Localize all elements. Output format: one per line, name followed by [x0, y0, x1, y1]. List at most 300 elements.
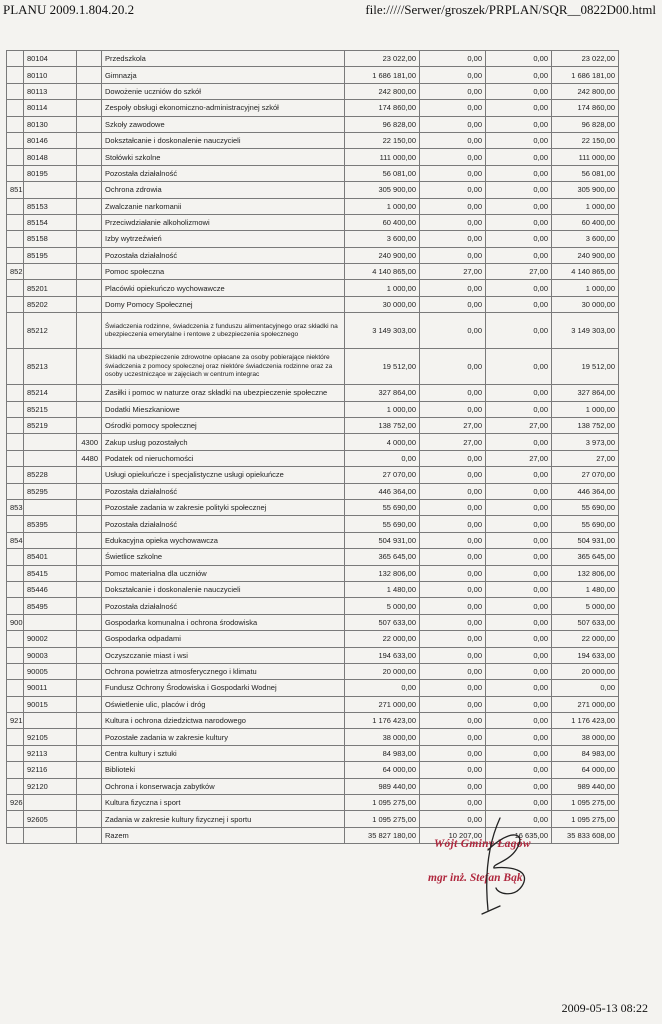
cell-name: Gimnazja: [102, 67, 345, 83]
cell-par: 4480: [77, 450, 102, 466]
table-row: [7, 165, 619, 181]
table-row: [7, 296, 619, 312]
cell-par: [77, 762, 102, 778]
cell-roz: 80104: [24, 51, 77, 67]
cell-v3: 0,00: [486, 532, 552, 548]
table-row: [7, 116, 619, 132]
cell-dz: [7, 598, 24, 614]
cell-roz: 85295: [24, 483, 77, 499]
cell-roz: 80113: [24, 83, 77, 99]
cell-par: [77, 663, 102, 679]
cell-name: Podatek od nieruchomości: [102, 450, 345, 466]
cell-v1: 55 690,00: [345, 516, 420, 532]
cell-dz: [7, 116, 24, 132]
cell-par: [77, 198, 102, 214]
cell-v1: 1 000,00: [345, 198, 420, 214]
cell-par: [77, 483, 102, 499]
budget-table-body: [7, 51, 619, 844]
cell-v2: 0,00: [420, 280, 486, 296]
cell-roz: 85213: [24, 349, 77, 385]
cell-roz: 85446: [24, 581, 77, 597]
cell-roz: [24, 264, 77, 280]
cell-v3: 0,00: [486, 100, 552, 116]
cell-v4: 504 931,00: [552, 532, 619, 548]
cell-v1: 20 000,00: [345, 663, 420, 679]
cell-name: Świetlice szkolne: [102, 549, 345, 565]
cell-dz: [7, 83, 24, 99]
cell-par: [77, 116, 102, 132]
cell-v2: 0,00: [420, 165, 486, 181]
table-row: [7, 696, 619, 712]
cell-v2: 0,00: [420, 581, 486, 597]
cell-v2: 0,00: [420, 532, 486, 548]
table-row: [7, 516, 619, 532]
cell-par: [77, 532, 102, 548]
cell-par: [77, 132, 102, 148]
cell-v3: 0,00: [486, 467, 552, 483]
cell-dz: [7, 385, 24, 401]
cell-roz: [24, 434, 77, 450]
cell-roz: 92116: [24, 762, 77, 778]
table-row: [7, 581, 619, 597]
cell-v2: 0,00: [420, 182, 486, 198]
cell-v2: 0,00: [420, 132, 486, 148]
cell-v4: 3 149 303,00: [552, 313, 619, 349]
cell-v4: 30 000,00: [552, 296, 619, 312]
cell-v3: 0,00: [486, 149, 552, 165]
cell-v3: 0,00: [486, 499, 552, 515]
cell-name: Ochrona zdrowia: [102, 182, 345, 198]
cell-v2: 27,00: [420, 264, 486, 280]
cell-v4: 60 400,00: [552, 214, 619, 230]
cell-roz: 80114: [24, 100, 77, 116]
cell-dz: [7, 149, 24, 165]
budget-table: [6, 50, 619, 844]
cell-par: [77, 149, 102, 165]
cell-roz: 92113: [24, 745, 77, 761]
cell-v4: 1 480,00: [552, 581, 619, 597]
cell-v4: 507 633,00: [552, 614, 619, 630]
cell-dz: [7, 762, 24, 778]
cell-v3: 0,00: [486, 198, 552, 214]
cell-roz: 90011: [24, 680, 77, 696]
cell-v3: 0,00: [486, 647, 552, 663]
cell-v4: 240 900,00: [552, 247, 619, 263]
cell-v4: 5 000,00: [552, 598, 619, 614]
cell-roz: 85215: [24, 401, 77, 417]
cell-v4: 1 000,00: [552, 198, 619, 214]
cell-v2: 0,00: [420, 51, 486, 67]
cell-par: [77, 565, 102, 581]
cell-roz: 85201: [24, 280, 77, 296]
cell-name: Ośrodki pomocy społecznej: [102, 418, 345, 434]
cell-v4: 989 440,00: [552, 778, 619, 794]
cell-name: Dokształcanie i doskonalenie nauczycieli: [102, 132, 345, 148]
table-row: [7, 565, 619, 581]
cell-v2: 0,00: [420, 762, 486, 778]
cell-v1: 1 000,00: [345, 280, 420, 296]
cell-par: [77, 631, 102, 647]
cell-v3: 0,00: [486, 349, 552, 385]
cell-v3: 0,00: [486, 663, 552, 679]
table-row: [7, 499, 619, 515]
cell-par: 4300: [77, 434, 102, 450]
cell-par: [77, 549, 102, 565]
cell-dz: [7, 549, 24, 565]
cell-v1: 38 000,00: [345, 729, 420, 745]
cell-name: Przedszkola: [102, 51, 345, 67]
cell-dz: [7, 811, 24, 827]
cell-v2: 0,00: [420, 516, 486, 532]
table-row: [7, 729, 619, 745]
cell-par: [77, 67, 102, 83]
cell-v3: 0,00: [486, 165, 552, 181]
table-row: [7, 467, 619, 483]
table-row: [7, 313, 619, 349]
cell-name: Gospodarka komunalna i ochrona środowiska: [102, 614, 345, 630]
cell-par: [77, 696, 102, 712]
cell-dz: [7, 663, 24, 679]
cell-dz: [7, 401, 24, 417]
cell-v4: 446 364,00: [552, 483, 619, 499]
cell-par: [77, 165, 102, 181]
cell-v1: 1 095 275,00: [345, 795, 420, 811]
cell-par: [77, 778, 102, 794]
table-row: [7, 67, 619, 83]
cell-v4: 55 690,00: [552, 516, 619, 532]
cell-v4: 38 000,00: [552, 729, 619, 745]
cell-v2: 0,00: [420, 116, 486, 132]
cell-roz: 85195: [24, 247, 77, 263]
cell-dz: [7, 51, 24, 67]
cell-v2: 0,00: [420, 385, 486, 401]
cell-v1: 27 070,00: [345, 467, 420, 483]
cell-dz: [7, 516, 24, 532]
cell-roz: [24, 450, 77, 466]
cell-v1: 446 364,00: [345, 483, 420, 499]
cell-roz: 90003: [24, 647, 77, 663]
cell-v2: 0,00: [420, 67, 486, 83]
cell-name: Składki na ubezpieczenie zdrowotne opłacane za osoby pobierające niektóre świadczenia z pomocy społecznej oraz niektóre świadczenia rodzinne oraz za osoby uczestniczące w zajęciach w centrum integrac: [102, 349, 345, 385]
cell-roz: 85154: [24, 214, 77, 230]
cell-v3: 0,00: [486, 516, 552, 532]
cell-v1: 1 686 181,00: [345, 67, 420, 83]
stamp-title: Wójt Gminy Łagów: [434, 838, 531, 850]
cell-v2: 0,00: [420, 296, 486, 312]
cell-v4: 20 000,00: [552, 663, 619, 679]
cell-v2: 0,00: [420, 565, 486, 581]
cell-name: Dowożenie uczniów do szkół: [102, 83, 345, 99]
cell-v1: 5 000,00: [345, 598, 420, 614]
cell-v1: 138 752,00: [345, 418, 420, 434]
cell-v4: 194 633,00: [552, 647, 619, 663]
cell-roz: 90015: [24, 696, 77, 712]
cell-v1: 0,00: [345, 680, 420, 696]
cell-roz: [24, 532, 77, 548]
cell-dz: [7, 100, 24, 116]
stamp-name: mgr inż. Stefan Bąk: [428, 872, 523, 884]
cell-v4: 365 645,00: [552, 549, 619, 565]
table-row: [7, 598, 619, 614]
table-row: [7, 778, 619, 794]
cell-roz: 85153: [24, 198, 77, 214]
cell-name: Pozostała działalność: [102, 165, 345, 181]
cell-v4: 96 828,00: [552, 116, 619, 132]
cell-par: [77, 467, 102, 483]
table-row: [7, 51, 619, 67]
table-row: [7, 247, 619, 263]
cell-v4: 22 000,00: [552, 631, 619, 647]
cell-name: Placówki opiekuńczo wychowawcze: [102, 280, 345, 296]
cell-v4: 111 000,00: [552, 149, 619, 165]
cell-v2: 0,00: [420, 499, 486, 515]
cell-v3: 0,00: [486, 67, 552, 83]
cell-dz: [7, 483, 24, 499]
cell-v2: 0,00: [420, 349, 486, 385]
cell-dz: 900: [7, 614, 24, 630]
cell-v4: 27 070,00: [552, 467, 619, 483]
cell-dz: [7, 418, 24, 434]
cell-v1: 30 000,00: [345, 296, 420, 312]
cell-v3: 27,00: [486, 450, 552, 466]
cell-par: [77, 516, 102, 532]
cell-v2: 0,00: [420, 100, 486, 116]
cell-v4: 4 140 865,00: [552, 264, 619, 280]
cell-par: [77, 795, 102, 811]
cell-v3: 0,00: [486, 483, 552, 499]
cell-name: Ochrona i konserwacja zabytków: [102, 778, 345, 794]
cell-v2: 10 207,00: [420, 827, 486, 843]
cell-v2: 0,00: [420, 450, 486, 466]
table-row: [7, 198, 619, 214]
cell-name: Szkoły zawodowe: [102, 116, 345, 132]
cell-v1: 4 000,00: [345, 434, 420, 450]
cell-name: Izby wytrzeźwień: [102, 231, 345, 247]
table-row: [7, 434, 619, 450]
cell-par: [77, 811, 102, 827]
cell-dz: [7, 165, 24, 181]
cell-name: Edukacyjna opieka wychowawcza: [102, 532, 345, 548]
cell-dz: [7, 67, 24, 83]
cell-v4: 22 150,00: [552, 132, 619, 148]
cell-name: Pomoc społeczna: [102, 264, 345, 280]
cell-name: Pozostała działalność: [102, 247, 345, 263]
cell-v1: 64 000,00: [345, 762, 420, 778]
cell-name: Pozostałe zadania w zakresie kultury: [102, 729, 345, 745]
cell-roz: 80110: [24, 67, 77, 83]
cell-par: [77, 296, 102, 312]
cell-v4: 3 600,00: [552, 231, 619, 247]
cell-v3: 0,00: [486, 116, 552, 132]
cell-v1: 84 983,00: [345, 745, 420, 761]
cell-v1: 19 512,00: [345, 349, 420, 385]
cell-v2: 0,00: [420, 745, 486, 761]
cell-v1: 56 081,00: [345, 165, 420, 181]
cell-v3: 0,00: [486, 631, 552, 647]
cell-par: [77, 51, 102, 67]
cell-par: [77, 614, 102, 630]
cell-v3: 0,00: [486, 680, 552, 696]
cell-dz: [7, 450, 24, 466]
cell-v2: 0,00: [420, 729, 486, 745]
cell-v2: 0,00: [420, 631, 486, 647]
cell-v3: 0,00: [486, 214, 552, 230]
document-title: PLANU 2009.1.804.20.2: [3, 2, 135, 17]
cell-v2: 0,00: [420, 614, 486, 630]
cell-roz: 85228: [24, 467, 77, 483]
cell-v2: 0,00: [420, 696, 486, 712]
cell-roz: 92605: [24, 811, 77, 827]
cell-par: [77, 713, 102, 729]
cell-v3: 0,00: [486, 614, 552, 630]
cell-v4: 132 806,00: [552, 565, 619, 581]
cell-v4: 84 983,00: [552, 745, 619, 761]
cell-par: [77, 827, 102, 843]
table-row: [7, 762, 619, 778]
table-row: [7, 231, 619, 247]
cell-v1: 1 095 275,00: [345, 811, 420, 827]
cell-dz: 921: [7, 713, 24, 729]
cell-v3: 0,00: [486, 795, 552, 811]
cell-v1: 111 000,00: [345, 149, 420, 165]
cell-v1: 504 931,00: [345, 532, 420, 548]
cell-v4: 1 000,00: [552, 401, 619, 417]
cell-roz: 85212: [24, 313, 77, 349]
cell-v2: 0,00: [420, 598, 486, 614]
cell-v2: 0,00: [420, 778, 486, 794]
cell-par: [77, 182, 102, 198]
cell-name: Centra kultury i sztuki: [102, 745, 345, 761]
cell-dz: 851: [7, 182, 24, 198]
cell-v1: 132 806,00: [345, 565, 420, 581]
cell-v3: 0,00: [486, 83, 552, 99]
cell-v3: 0,00: [486, 762, 552, 778]
cell-dz: [7, 565, 24, 581]
table-row: [7, 614, 619, 630]
cell-par: [77, 231, 102, 247]
cell-v4: 55 690,00: [552, 499, 619, 515]
cell-v4: 174 860,00: [552, 100, 619, 116]
cell-v1: 60 400,00: [345, 214, 420, 230]
table-row: [7, 83, 619, 99]
cell-roz: 85158: [24, 231, 77, 247]
table-row: [7, 149, 619, 165]
cell-v4: 1 686 181,00: [552, 67, 619, 83]
cell-v1: 1 176 423,00: [345, 713, 420, 729]
cell-roz: 92105: [24, 729, 77, 745]
cell-v3: 0,00: [486, 132, 552, 148]
cell-roz: 85202: [24, 296, 77, 312]
print-datetime: 2009-05-13 08:22: [561, 1001, 648, 1015]
cell-name: Dodatki Mieszkaniowe: [102, 401, 345, 417]
cell-roz: 85495: [24, 598, 77, 614]
table-row: [7, 647, 619, 663]
cell-v4: 1 095 275,00: [552, 795, 619, 811]
cell-v4: 305 900,00: [552, 182, 619, 198]
cell-v3: 0,00: [486, 713, 552, 729]
cell-par: [77, 385, 102, 401]
table-row: [7, 532, 619, 548]
cell-dz: [7, 231, 24, 247]
cell-roz: 85214: [24, 385, 77, 401]
cell-dz: [7, 467, 24, 483]
cell-v2: 0,00: [420, 647, 486, 663]
cell-dz: [7, 198, 24, 214]
cell-v2: 0,00: [420, 811, 486, 827]
cell-name: Zasiłki i pomoc w naturze oraz składki na ubezpieczenie społeczne: [102, 385, 345, 401]
table-row: [7, 663, 619, 679]
cell-dz: [7, 581, 24, 597]
cell-v1: 242 800,00: [345, 83, 420, 99]
cell-v1: 240 900,00: [345, 247, 420, 263]
cell-dz: 854: [7, 532, 24, 548]
cell-v2: 0,00: [420, 467, 486, 483]
cell-name: Oczyszczanie miast i wsi: [102, 647, 345, 663]
cell-dz: [7, 827, 24, 843]
cell-name: Zwalczanie narkomanii: [102, 198, 345, 214]
cell-dz: [7, 349, 24, 385]
cell-name: Kultura fizyczna i sport: [102, 795, 345, 811]
cell-v3: 0,00: [486, 51, 552, 67]
table-row: [7, 483, 619, 499]
cell-v4: 1 000,00: [552, 280, 619, 296]
cell-roz: 80130: [24, 116, 77, 132]
cell-par: [77, 680, 102, 696]
cell-dz: [7, 434, 24, 450]
cell-v3: 0,00: [486, 778, 552, 794]
cell-v3: 0,00: [486, 598, 552, 614]
cell-roz: 85415: [24, 565, 77, 581]
cell-dz: [7, 280, 24, 296]
cell-v3: 27,00: [486, 418, 552, 434]
cell-name: Razem: [102, 827, 345, 843]
cell-v3: 0,00: [486, 313, 552, 349]
cell-v1: 55 690,00: [345, 499, 420, 515]
cell-v3: 0,00: [486, 729, 552, 745]
cell-roz: [24, 713, 77, 729]
cell-roz: [24, 182, 77, 198]
cell-v4: 242 800,00: [552, 83, 619, 99]
cell-v2: 0,00: [420, 231, 486, 247]
cell-par: [77, 647, 102, 663]
cell-dz: [7, 313, 24, 349]
cell-roz: 80148: [24, 149, 77, 165]
cell-name: Fundusz Ochrony Środowiska i Gospodarki Wodnej: [102, 680, 345, 696]
cell-name: Stołówki szkolne: [102, 149, 345, 165]
cell-v4: 56 081,00: [552, 165, 619, 181]
cell-v3: 0,00: [486, 581, 552, 597]
table-row: [7, 182, 619, 198]
table-row: [7, 349, 619, 385]
cell-v3: 0,00: [486, 401, 552, 417]
cell-v2: 0,00: [420, 795, 486, 811]
table-row: [7, 418, 619, 434]
cell-v1: 507 633,00: [345, 614, 420, 630]
cell-v4: 3 973,00: [552, 434, 619, 450]
cell-v2: 0,00: [420, 483, 486, 499]
cell-v1: 271 000,00: [345, 696, 420, 712]
cell-v3: 0,00: [486, 182, 552, 198]
cell-v3: 0,00: [486, 231, 552, 247]
cell-v2: 0,00: [420, 401, 486, 417]
cell-dz: [7, 745, 24, 761]
cell-v2: 0,00: [420, 149, 486, 165]
cell-roz: 80146: [24, 132, 77, 148]
cell-name: Pozostałe zadania w zakresie polityki społecznej: [102, 499, 345, 515]
cell-name: Dokształcanie i doskonalenie nauczycieli: [102, 581, 345, 597]
cell-v2: 0,00: [420, 198, 486, 214]
cell-dz: [7, 778, 24, 794]
